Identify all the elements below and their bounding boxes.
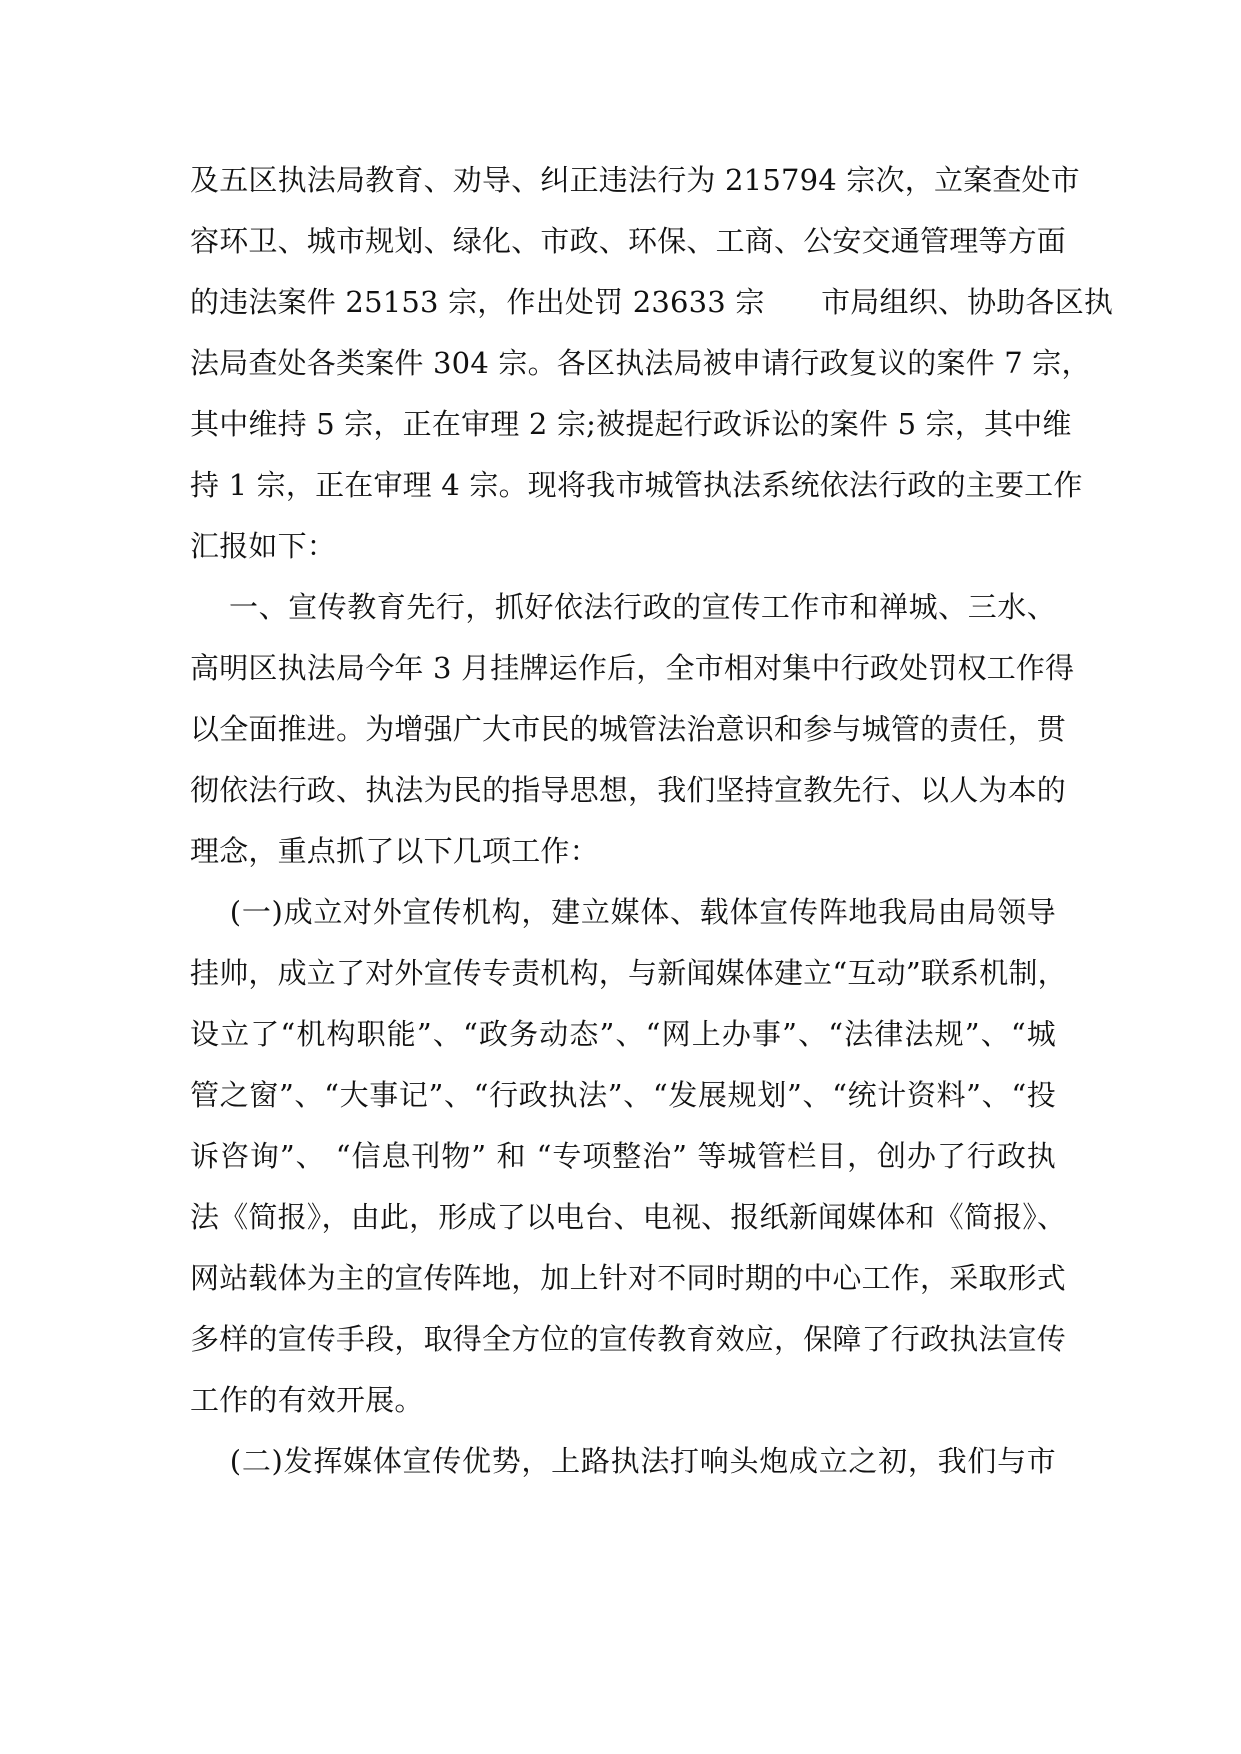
text-line: 法《简报》，由此，形成了以电台、电视、报纸新闻媒体和《简报》、 [190, 1200, 1067, 1234]
text-line: 挂帅，成立了对外宣传专责机构，与新闻媒体建立“互动”联系机制， [190, 956, 1067, 990]
text-line: 其中维持 5 宗，正在审理 2 宗;被提起行政诉讼的案件 5 宗，其中维 [190, 407, 1072, 441]
text-line: 以全面推进。为增强广大市民的城管法治意识和参与城管的责任，贯 [190, 712, 1067, 746]
text-line: 法局查处各类案件 304 宗。各区执法局被申请行政复议的案件 7 宗， [190, 346, 1091, 380]
text-line: 网站载体为主的宣传阵地，加上针对不同时期的中心工作，采取形式 [190, 1261, 1067, 1295]
text-line: 管之窗”、“大事记”、“行政执法”、“发展规划”、“统计资料”、“投 [190, 1078, 1056, 1112]
text-line: 工作的有效开展。 [190, 1383, 424, 1417]
text-line: 诉咨询”、 “信息刊物” 和 “专项整治” 等城管栏目，创办了行政执 [190, 1139, 1056, 1173]
text-line: 彻依法行政、执法为民的指导思想，我们坚持宣教先行、以人为本的 [190, 773, 1067, 807]
text-line: (一)成立对外宣传机构，建立媒体、载体宣传阵地我局由局领导 [190, 895, 1056, 929]
text-line: 汇报如下： [190, 529, 337, 563]
text-line: 的违法案件 25153 宗，作出处罚 23633 宗 市局组织、协助各区执 [190, 285, 1114, 319]
text-line: 高明区执法局今年 3 月挂牌运作后，全市相对集中行政处罚权工作得 [190, 651, 1075, 685]
text-line: 理念，重点抓了以下几项工作： [190, 834, 599, 868]
text-line: 容环卫、城市规划、绿化、市政、环保、工商、公安交通管理等方面 [190, 224, 1067, 258]
text-line: 多样的宣传手段，取得全方位的宣传教育效应，保障了行政执法宣传 [190, 1322, 1067, 1356]
text-line: 持 1 宗，正在审理 4 宗。现将我市城管执法系统依法行政的主要工作 [190, 468, 1083, 502]
text-line: 及五区执法局教育、劝导、纠正违法行为 215794 宗次，立案查处市 [190, 163, 1080, 197]
text-line: (二)发挥媒体宣传优势，上路执法打响头炮成立之初，我们与市 [190, 1444, 1056, 1478]
text-line: 一、宣传教育先行，抓好依法行政的宣传工作市和禅城、三水、 [190, 590, 1056, 624]
text-line: 设立了“机构职能”、“政务动态”、“网上办事”、“法律法规”、“城 [190, 1017, 1056, 1051]
